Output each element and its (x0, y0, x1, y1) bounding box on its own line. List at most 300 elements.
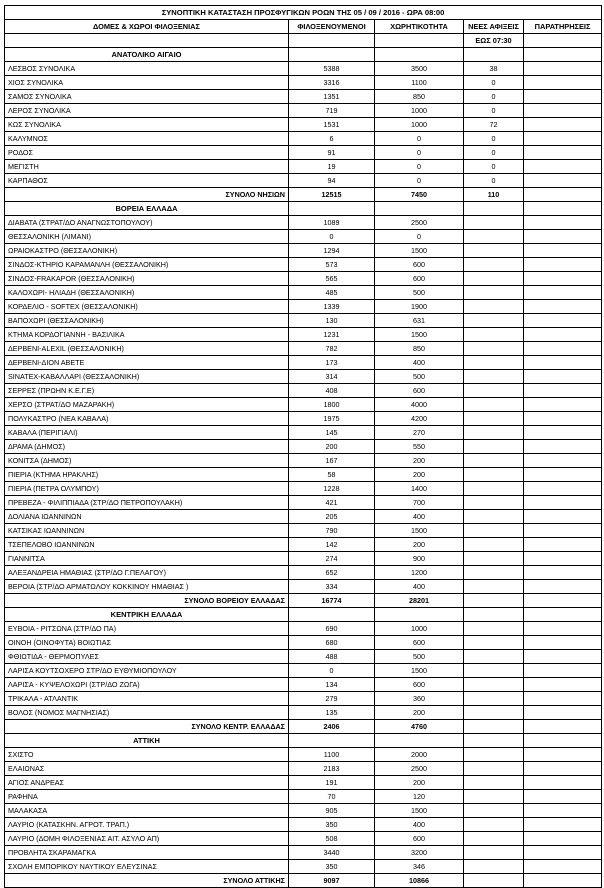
new-arrivals-count: 38 (464, 62, 524, 76)
report-title: ΣΥΝΟΠΤΙΚΗ ΚΑΤΑΣΤΑΣΗ ΠΡΟΣΦΥΓΙΚΩΝ ΡΟΩΝ ΤΗΣ 05 / 09 / 2016 - ΩΡΑ 08:00 (5, 6, 602, 20)
new-arrivals-count (464, 692, 524, 706)
table-row (5, 678, 602, 692)
notes-cell (524, 244, 602, 258)
facility-name: ΠΡΟΒΛΗΤΑ ΣΚΑΡΑΜΑΓΚΑ (5, 846, 289, 860)
table-row (5, 790, 602, 804)
notes-cell (524, 496, 602, 510)
table-row (5, 426, 602, 440)
table-row (5, 398, 602, 412)
table-row (5, 104, 602, 118)
new-arrivals-count (464, 300, 524, 314)
sub-header-capacity (375, 34, 464, 48)
facility-name: ΚΑΒΑΛΑ (ΠΕΡΙΓΙΑΛΙ) (5, 426, 289, 440)
table-row (5, 160, 602, 174)
section-total-capacity: 7450 (375, 188, 464, 202)
hosted-count: 508 (289, 832, 375, 846)
new-arrivals-count: 0 (464, 174, 524, 188)
notes-cell (524, 174, 602, 188)
facility-name: ΚΑΡΠΑΘΟΣ (5, 174, 289, 188)
new-arrivals-count (464, 468, 524, 482)
capacity-count: 0 (375, 146, 464, 160)
notes-cell (524, 146, 602, 160)
new-arrivals-count: 0 (464, 104, 524, 118)
table-row (5, 482, 602, 496)
notes-cell (524, 664, 602, 678)
capacity-count: 2500 (375, 216, 464, 230)
table-row (5, 286, 602, 300)
capacity-count: 400 (375, 356, 464, 370)
facility-name: ΔΕΡΒΕΝΙ-ΔΙΟΝ ΑΒΕΤΕ (5, 356, 289, 370)
notes-cell (524, 216, 602, 230)
facility-name: ΑΛΕΞΑΝΔΡΕΙΑ ΗΜΑΘΙΑΣ (ΣΤΡ/ΔΟ Γ.ΠΕΛΑΓΟΥ) (5, 566, 289, 580)
facility-name: ΡΟΔΟΣ (5, 146, 289, 160)
facility-name: ΔΟΛΙΑΝΑ ΙΩΑΝΝΙΝΩΝ (5, 510, 289, 524)
hosted-count: 680 (289, 636, 375, 650)
capacity-count: 2500 (375, 762, 464, 776)
capacity-count: 200 (375, 538, 464, 552)
notes-cell (524, 510, 602, 524)
section-total-label: ΣΥΝΟΛΟ ΑΤΤΙΚΗΣ (5, 874, 289, 888)
table-row (5, 818, 602, 832)
new-arrivals-count (464, 846, 524, 860)
table-row (5, 692, 602, 706)
table-row (5, 440, 602, 454)
capacity-count: 1200 (375, 566, 464, 580)
table-row (5, 454, 602, 468)
hosted-count: 1339 (289, 300, 375, 314)
capacity-count: 400 (375, 510, 464, 524)
section-header-hosted-cell (289, 608, 375, 622)
capacity-count: 1500 (375, 804, 464, 818)
table-row (5, 468, 602, 482)
hosted-count: 334 (289, 580, 375, 594)
new-arrivals-count (464, 342, 524, 356)
capacity-count: 2000 (375, 748, 464, 762)
capacity-count: 550 (375, 440, 464, 454)
new-arrivals-count (464, 440, 524, 454)
capacity-count: 600 (375, 636, 464, 650)
notes-cell (524, 468, 602, 482)
facility-name: ΑΓΙΟΣ ΑΝΔΡΕΑΣ (5, 776, 289, 790)
notes-cell (524, 412, 602, 426)
capacity-count: 1900 (375, 300, 464, 314)
section-header-hosted-cell (289, 734, 375, 748)
section-header-capacity-cell (375, 202, 464, 216)
capacity-count: 900 (375, 552, 464, 566)
notes-cell (524, 776, 602, 790)
hosted-count: 19 (289, 160, 375, 174)
notes-cell (524, 538, 602, 552)
table-row (5, 706, 602, 720)
notes-cell (524, 384, 602, 398)
notes-cell (524, 230, 602, 244)
section-total-label: ΣΥΝΟΛΟ ΝΗΣΙΩΝ (5, 188, 289, 202)
facility-name: ΟΙΝΟΗ (ΟΙΝΟΦΥΤΑ) ΒΟΙΩΤΙΑΣ (5, 636, 289, 650)
table-row (5, 776, 602, 790)
capacity-count: 500 (375, 286, 464, 300)
hosted-count: 200 (289, 440, 375, 454)
notes-cell (524, 356, 602, 370)
facility-name: ΛΑΥΡΙΟ (ΚΑΤΑΣΚΗΝ. ΑΓΡΟΤ. ΤΡΑΠ.) (5, 818, 289, 832)
capacity-count: 1500 (375, 664, 464, 678)
table-row (5, 174, 602, 188)
capacity-count: 3500 (375, 62, 464, 76)
table-row (5, 552, 602, 566)
new-arrivals-count (464, 678, 524, 692)
capacity-count: 631 (375, 314, 464, 328)
hosted-count: 488 (289, 650, 375, 664)
table-row (5, 132, 602, 146)
table-row (5, 328, 602, 342)
new-arrivals-count (464, 832, 524, 846)
notes-cell (524, 370, 602, 384)
hosted-count: 1228 (289, 482, 375, 496)
new-arrivals-count (464, 552, 524, 566)
table-row (5, 118, 602, 132)
section-total-row (5, 874, 602, 888)
capacity-count: 850 (375, 90, 464, 104)
section-total-new-arrivals: 110 (464, 188, 524, 202)
facility-name: ΣΧΟΛΗ ΕΜΠΟΡΙΚΟΥ ΝΑΥΤΙΚΟΥ ΕΛΕΥΣΙΝΑΣ (5, 860, 289, 874)
table-row (5, 384, 602, 398)
notes-cell (524, 272, 602, 286)
facility-name: ΓΙΑΝΝΙΤΣΑ (5, 552, 289, 566)
table-row (5, 342, 602, 356)
facility-name: ΚΩΣ ΣΥΝΟΛΙΚΑ (5, 118, 289, 132)
table-row (5, 76, 602, 90)
notes-cell (524, 678, 602, 692)
section-total-row (5, 188, 602, 202)
hosted-count: 6 (289, 132, 375, 146)
capacity-count: 200 (375, 706, 464, 720)
capacity-count: 0 (375, 174, 464, 188)
capacity-count: 1500 (375, 524, 464, 538)
column-header-row (5, 20, 602, 34)
new-arrivals-count (464, 622, 524, 636)
hosted-count: 130 (289, 314, 375, 328)
new-arrivals-count (464, 286, 524, 300)
section-total-notes (524, 720, 602, 734)
section-header-capacity-cell (375, 608, 464, 622)
new-arrivals-count (464, 748, 524, 762)
new-arrivals-count: 0 (464, 146, 524, 160)
hosted-count: 1975 (289, 412, 375, 426)
table-row (5, 664, 602, 678)
hosted-count: 652 (289, 566, 375, 580)
facility-name: ΔΕΡΒΕΝΙ-ALEXIL (ΘΕΣΣΑΛΟΝΙΚΗ) (5, 342, 289, 356)
capacity-count: 346 (375, 860, 464, 874)
capacity-count: 850 (375, 342, 464, 356)
new-arrivals-count (464, 230, 524, 244)
table-row (5, 356, 602, 370)
notes-cell (524, 90, 602, 104)
new-arrivals-count (464, 650, 524, 664)
new-arrivals-count (464, 426, 524, 440)
notes-cell (524, 286, 602, 300)
hosted-count: 790 (289, 524, 375, 538)
capacity-count: 200 (375, 454, 464, 468)
table-row (5, 748, 602, 762)
facility-name: ΚΟΝΙΤΣΑ (ΔΗΜΟΣ) (5, 454, 289, 468)
hosted-count: 142 (289, 538, 375, 552)
hosted-count: 1800 (289, 398, 375, 412)
section-header-new-arrivals-cell (464, 48, 524, 62)
sub-header-hosted (289, 34, 375, 48)
section-header-notes-cell (524, 202, 602, 216)
notes-cell (524, 692, 602, 706)
facility-name: ΠΟΛΥΚΑΣΤΡΟ (ΝΕΑ ΚΑΒΑΛΑ) (5, 412, 289, 426)
section-total-hosted: 16774 (289, 594, 375, 608)
facility-name: ΛΑΥΡΙΟ (ΔΟΜΗ ΦΙΛΟΞΕΝΙΑΣ ΑΙΤ. ΑΣΥΛΟ ΑΠ) (5, 832, 289, 846)
hosted-count: 565 (289, 272, 375, 286)
new-arrivals-count (464, 524, 524, 538)
hosted-count: 573 (289, 258, 375, 272)
notes-cell (524, 832, 602, 846)
section-total-capacity: 4760 (375, 720, 464, 734)
table-row (5, 622, 602, 636)
table-row (5, 846, 602, 860)
capacity-count: 400 (375, 818, 464, 832)
new-arrivals-count (464, 706, 524, 720)
new-arrivals-count (464, 566, 524, 580)
notes-cell (524, 300, 602, 314)
section-header-notes-cell (524, 608, 602, 622)
section-header-capacity-cell (375, 734, 464, 748)
capacity-count: 1100 (375, 76, 464, 90)
section-total-new-arrivals (464, 720, 524, 734)
section-total-notes (524, 594, 602, 608)
facility-name: ΛΑΡΙΣΑ - ΚΥΨΕΛΟΧΩΡΙ (ΣΤΡ/ΔΟ ΖΩΓΑ) (5, 678, 289, 692)
table-body (5, 6, 602, 888)
capacity-count: 1000 (375, 622, 464, 636)
notes-cell (524, 160, 602, 174)
col-header-name: ΔΟΜΕΣ & ΧΩΡΟΙ ΦΙΛΟΞΕΝΙΑΣ (5, 20, 289, 34)
hosted-count: 1089 (289, 216, 375, 230)
notes-cell (524, 818, 602, 832)
table-row (5, 510, 602, 524)
facility-name: ΔΙΑΒΑΤΑ (ΣΤΡΑΤ/ΔΟ ΑΝΑΓΝΩΣΤΟΠΟΥΛΟΥ) (5, 216, 289, 230)
facility-name: ΡΑΦΗΝΑ (5, 790, 289, 804)
new-arrivals-count (464, 804, 524, 818)
facility-name: ΛΕΣΒΟΣ ΣΥΝΟΛΙΚΑ (5, 62, 289, 76)
section-header-new-arrivals-cell (464, 202, 524, 216)
section-header-new-arrivals-cell (464, 608, 524, 622)
new-arrivals-count (464, 398, 524, 412)
new-arrivals-count (464, 496, 524, 510)
table-row (5, 538, 602, 552)
hosted-count: 167 (289, 454, 375, 468)
section-total-capacity: 28201 (375, 594, 464, 608)
capacity-count: 600 (375, 832, 464, 846)
table-row (5, 832, 602, 846)
hosted-count: 91 (289, 146, 375, 160)
capacity-count: 200 (375, 776, 464, 790)
facility-name: ΘΕΣΣΑΛΟΝΙΚΗ (ΛΙΜΑΝΙ) (5, 230, 289, 244)
facility-name: SINATEX-ΚΑΒΑΛΛΑΡΙ (ΘΕΣΣΑΛΟΝΙΚΗ) (5, 370, 289, 384)
new-arrivals-count (464, 370, 524, 384)
facility-name: ΒΕΡΟΙΑ (ΣΤΡ/ΔΟ ΑΡΜΑΤΩΛΟΥ ΚΟΚΚΙΝΟΥ ΗΜΑΘΙΑΣ ) (5, 580, 289, 594)
new-arrivals-count (464, 314, 524, 328)
hosted-count: 205 (289, 510, 375, 524)
notes-cell (524, 636, 602, 650)
notes-cell (524, 580, 602, 594)
hosted-count: 1294 (289, 244, 375, 258)
notes-cell (524, 258, 602, 272)
hosted-count: 145 (289, 426, 375, 440)
notes-cell (524, 790, 602, 804)
facility-name: ΜΕΓΙΣΤΗ (5, 160, 289, 174)
section-total-notes (524, 188, 602, 202)
section-heading: ΑΝΑΤΟΛΙΚΟ ΑΙΓΑΙΟ (5, 48, 289, 62)
notes-cell (524, 622, 602, 636)
hosted-count: 1351 (289, 90, 375, 104)
notes-cell (524, 748, 602, 762)
new-arrivals-count (464, 762, 524, 776)
sub-header-new-arrivals: ΕΩΣ 07:30 (464, 34, 524, 48)
hosted-count: 350 (289, 818, 375, 832)
hosted-count: 690 (289, 622, 375, 636)
facility-name: ΔΡΑΜΑ (ΔΗΜΟΣ) (5, 440, 289, 454)
col-header-notes: ΠΑΡΑΤΗΡΗΣΕΙΣ (524, 20, 602, 34)
facility-name: ΒΟΛΟΣ (ΝΟΜΟΣ ΜΑΓΝΗΣΙΑΣ) (5, 706, 289, 720)
section-header-notes-cell (524, 48, 602, 62)
section-header-capacity-cell (375, 48, 464, 62)
new-arrivals-count (464, 510, 524, 524)
new-arrivals-count (464, 580, 524, 594)
table-row (5, 636, 602, 650)
new-arrivals-count: 0 (464, 90, 524, 104)
facility-name: ΣΙΝΔΟΣ-ΚΤΗΡΙΟ ΚΑΡΑΜΑΝΛΗ (ΘΕΣΣΑΛΟΝΙΚΗ) (5, 258, 289, 272)
new-arrivals-count (464, 258, 524, 272)
capacity-count: 500 (375, 370, 464, 384)
new-arrivals-count: 0 (464, 76, 524, 90)
capacity-count: 200 (375, 468, 464, 482)
capacity-count: 600 (375, 258, 464, 272)
capacity-count: 360 (375, 692, 464, 706)
capacity-count: 1000 (375, 104, 464, 118)
notes-cell (524, 426, 602, 440)
hosted-count: 0 (289, 230, 375, 244)
facility-name: ΜΑΛΑΚΑΣΑ (5, 804, 289, 818)
notes-cell (524, 62, 602, 76)
notes-cell (524, 482, 602, 496)
notes-cell (524, 552, 602, 566)
capacity-count: 1500 (375, 244, 464, 258)
hosted-count: 5388 (289, 62, 375, 76)
facility-name: ΚΤΗΜΑ ΚΟΡΔΟΓΙΑΝΝΗ - ΒΑΣΙΛΙΚΑ (5, 328, 289, 342)
section-total-label: ΣΥΝΟΛΟ ΒΟΡΕΙΟΥ ΕΛΛΑΔΑΣ (5, 594, 289, 608)
facility-name: ΦΘΙΩΤΙΔΑ - ΘΕΡΜΟΠΥΛΕΣ (5, 650, 289, 664)
table-row (5, 230, 602, 244)
section-total-new-arrivals (464, 874, 524, 888)
hosted-count: 274 (289, 552, 375, 566)
capacity-count: 400 (375, 580, 464, 594)
table-row (5, 62, 602, 76)
title-row (5, 6, 602, 20)
section-header-hosted-cell (289, 202, 375, 216)
notes-cell (524, 440, 602, 454)
new-arrivals-count (464, 412, 524, 426)
table-row (5, 314, 602, 328)
new-arrivals-count (464, 664, 524, 678)
hosted-count: 485 (289, 286, 375, 300)
section-header-row (5, 734, 602, 748)
new-arrivals-count (464, 818, 524, 832)
sub-header-row (5, 34, 602, 48)
facility-name: ΧΙΟΣ ΣΥΝΟΛΙΚΑ (5, 76, 289, 90)
hosted-count: 58 (289, 468, 375, 482)
new-arrivals-count (464, 538, 524, 552)
notes-cell (524, 76, 602, 90)
new-arrivals-count (464, 636, 524, 650)
table-row (5, 804, 602, 818)
facility-name: ΣΙΝΔΟΣ-FRAKAPOR (ΘΕΣΣΑΛΟΝΙΚΗ) (5, 272, 289, 286)
capacity-count: 270 (375, 426, 464, 440)
hosted-count: 3440 (289, 846, 375, 860)
notes-cell (524, 398, 602, 412)
section-heading: ΒΟΡΕΙΑ ΕΛΛΑΔΑ (5, 202, 289, 216)
capacity-count: 600 (375, 272, 464, 286)
notes-cell (524, 314, 602, 328)
facility-name: ΠΙΕΡΙΑ (ΠΕΤΡΑ ΟΛΥΜΠΟΥ) (5, 482, 289, 496)
hosted-count: 408 (289, 384, 375, 398)
capacity-count: 1500 (375, 328, 464, 342)
capacity-count: 600 (375, 678, 464, 692)
section-header-new-arrivals-cell (464, 734, 524, 748)
facility-name: ΤΡΙΚΑΛΑ - ΑΤΛΑΝΤΙΚ (5, 692, 289, 706)
table-row (5, 580, 602, 594)
table-row (5, 146, 602, 160)
hosted-count: 0 (289, 664, 375, 678)
capacity-count: 4000 (375, 398, 464, 412)
new-arrivals-count (464, 454, 524, 468)
table-row (5, 566, 602, 580)
section-header-hosted-cell (289, 48, 375, 62)
capacity-count: 700 (375, 496, 464, 510)
notes-cell (524, 762, 602, 776)
facility-name: ΚΟΡΔΕΛΙΟ - SOFTEX (ΘΕΣΣΑΛΟΝΙΚΗ) (5, 300, 289, 314)
notes-cell (524, 118, 602, 132)
facility-name: ΣΑΜΟΣ ΣΥΝΟΛΙΚΑ (5, 90, 289, 104)
facility-name: ΧΕΡΣΟ (ΣΤΡΑΤ/ΔΟ ΜΑΖΑΡΑΚΗ) (5, 398, 289, 412)
notes-cell (524, 566, 602, 580)
new-arrivals-count (464, 244, 524, 258)
notes-cell (524, 650, 602, 664)
section-total-hosted: 9097 (289, 874, 375, 888)
section-header-row (5, 202, 602, 216)
section-total-hosted: 2406 (289, 720, 375, 734)
new-arrivals-count: 0 (464, 160, 524, 174)
capacity-count: 0 (375, 160, 464, 174)
notes-cell (524, 132, 602, 146)
table-row (5, 524, 602, 538)
hosted-count: 191 (289, 776, 375, 790)
notes-cell (524, 804, 602, 818)
table-row (5, 496, 602, 510)
facility-name: ΕΛΑΙΩΝΑΣ (5, 762, 289, 776)
facility-name: ΠΡΕΒΕΖΑ - ΦΙΛΙΠΠΙΑΔΑ (ΣΤΡ/ΔΟ ΠΕΤΡΟΠΟΥΛΑΚΗ) (5, 496, 289, 510)
hosted-count: 314 (289, 370, 375, 384)
capacity-count: 1000 (375, 118, 464, 132)
facility-name: ΤΣΕΠΕΛΟΒΟ ΙΩΑΝΝΙΝΩΝ (5, 538, 289, 552)
section-total-label: ΣΥΝΟΛΟ ΚΕΝΤΡ. ΕΛΛΑΔΑΣ (5, 720, 289, 734)
section-total-row (5, 594, 602, 608)
section-header-row (5, 48, 602, 62)
hosted-count: 350 (289, 860, 375, 874)
section-heading: ΑΤΤΙΚΗ (5, 734, 289, 748)
new-arrivals-count: 0 (464, 132, 524, 146)
capacity-count: 0 (375, 230, 464, 244)
